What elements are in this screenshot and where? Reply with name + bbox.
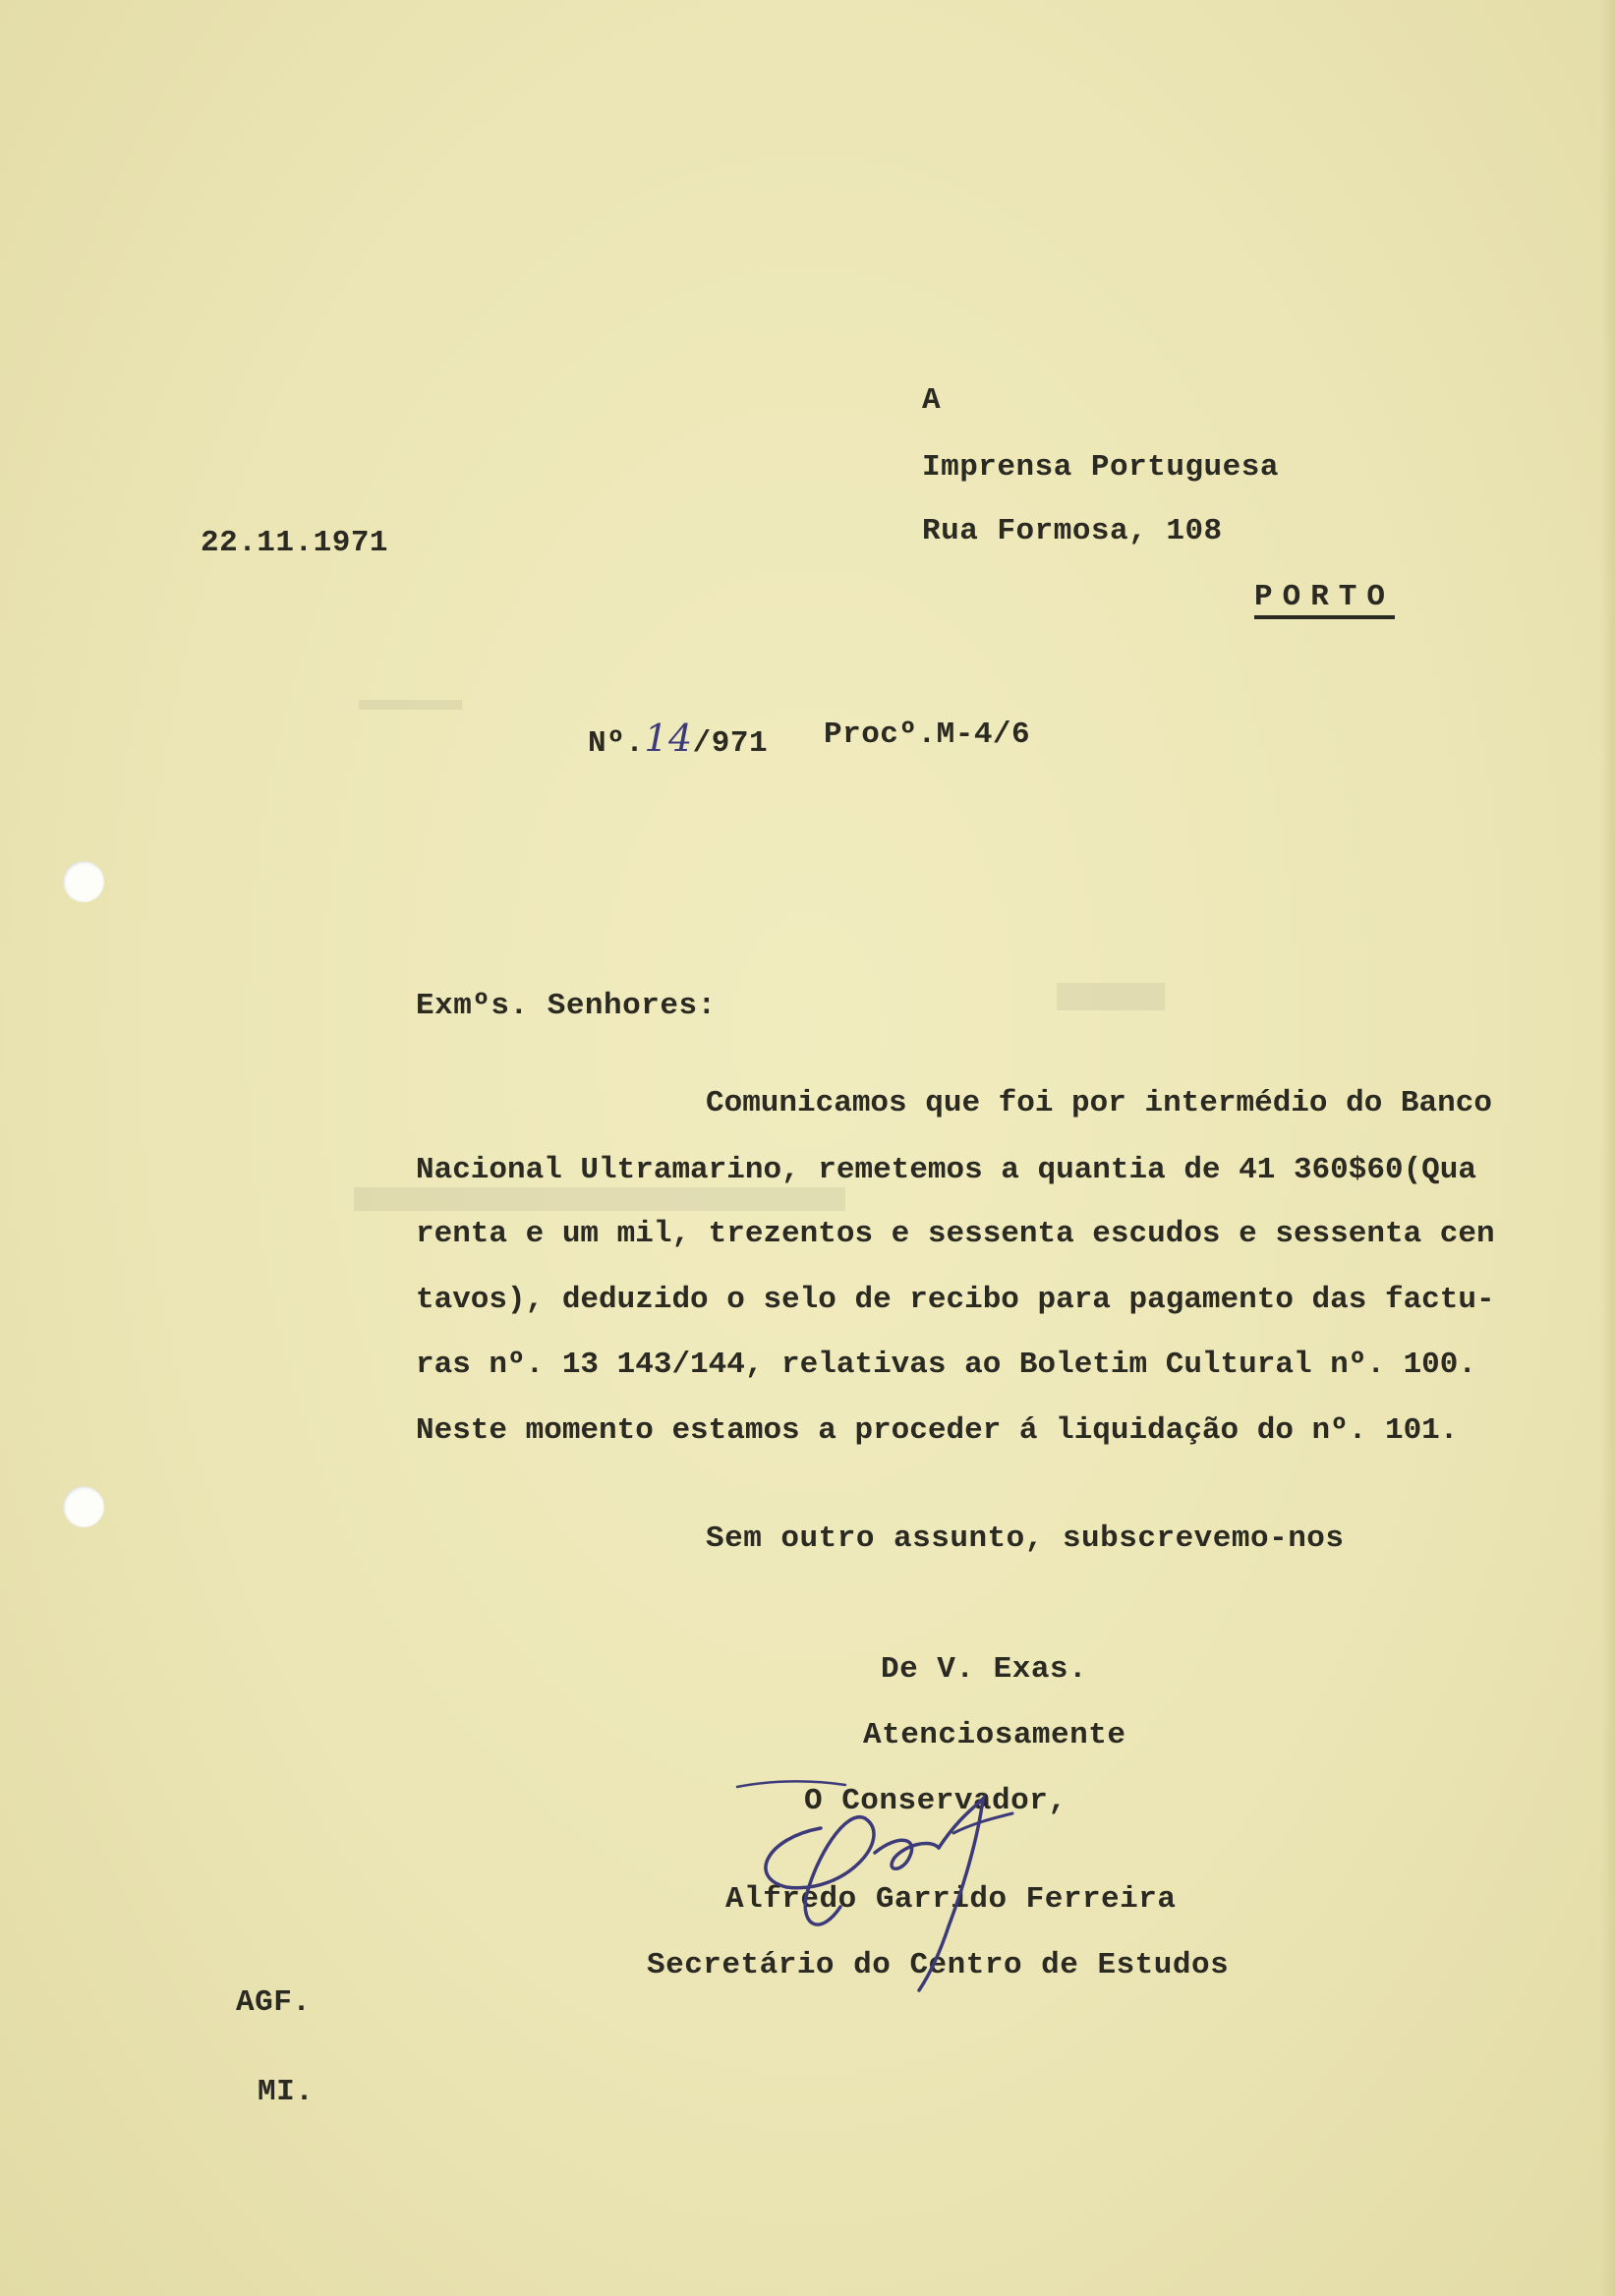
handwritten-signature	[727, 1779, 1101, 2005]
reference-number-handwritten: 14	[644, 717, 693, 760]
reference-number-prefix: Nº.	[588, 726, 645, 761]
initials-2: MI.	[258, 2075, 315, 2109]
body-line: Nacional Ultramarino, remetemos a quantia de 41 360$60(Qua	[416, 1153, 1476, 1187]
signer-name: Alfredo Garrido Ferreira	[725, 1882, 1177, 1917]
body-line: renta e um mil, trezentos e sessenta escudos e sessenta cen	[416, 1217, 1495, 1251]
body-line: ras nº. 13 143/144, relativas ao Boletim Cultural nº. 100.	[416, 1348, 1476, 1382]
punch-hole-bottom	[63, 1486, 104, 1527]
erasure-mark	[1057, 983, 1165, 1010]
signer-title: Secretário do Centro de Estudos	[647, 1948, 1230, 1982]
body-line: tavos), deduzido o selo de recibo para pagamento das factu-	[416, 1283, 1495, 1317]
reference-line	[588, 719, 768, 759]
reference-process: Procº.M-4/6	[824, 718, 1031, 752]
body-line: Neste momento estamos a proceder á liquidação do nº. 101.	[416, 1413, 1459, 1448]
erasure-mark	[359, 700, 462, 710]
sign-off-line-3: O Conservador,	[804, 1784, 1067, 1818]
punch-hole-top	[63, 861, 104, 902]
closing-line: Sem outro assunto, subscrevemo-nos	[706, 1521, 1345, 1556]
letter-date: 22.11.1971	[201, 526, 389, 560]
recipient-name: Imprensa Portuguesa	[922, 450, 1279, 485]
initials-1: AGF.	[236, 1985, 312, 2020]
erasure-mark	[354, 1187, 845, 1211]
paper-edge-shadow	[1601, 0, 1615, 2296]
salutation: Exmºs. Senhores:	[416, 989, 717, 1023]
recipient-street: Rua Formosa, 108	[922, 514, 1223, 548]
recipient-city: PORTO	[1254, 582, 1395, 619]
reference-number-suffix: /971	[692, 726, 769, 761]
sign-off-line-2: Atenciosamente	[863, 1718, 1126, 1752]
body-line: Comunicamos que foi por intermédio do Banco	[706, 1086, 1492, 1120]
sign-off-line-1: De V. Exas.	[881, 1652, 1088, 1687]
recipient-prefix: A	[922, 383, 942, 418]
